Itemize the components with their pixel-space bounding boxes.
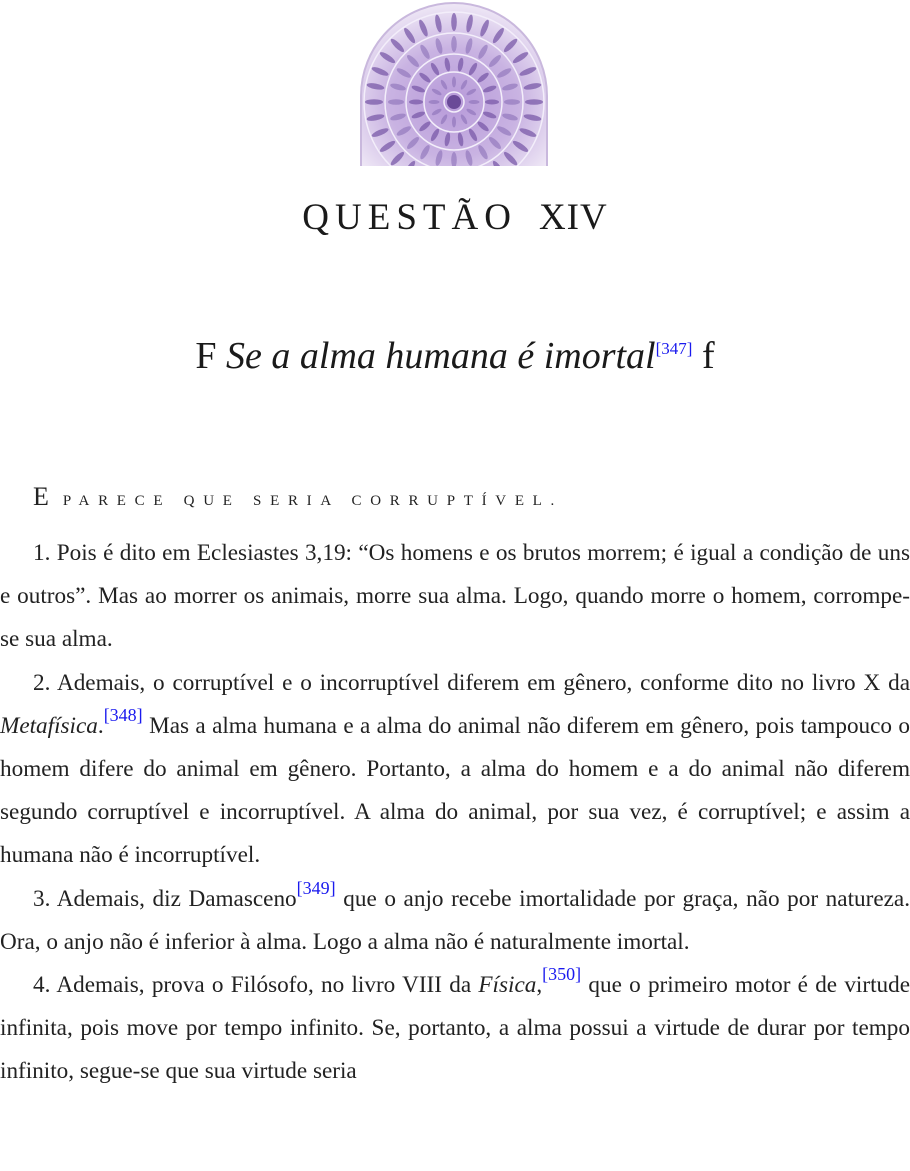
question-title-number: XIV: [538, 197, 608, 238]
rose-hub: [447, 95, 461, 109]
lead-small-caps: PARECE QUE SERIA CORRUPTÍVEL.: [62, 493, 563, 509]
paragraph-4-text-d: que o primeiro motor é de virtude infinita, pois move por tempo infinito. Se, portanto, a alma possui a virtude de durar por tempo infinito, segue-se que sua virtude seria: [0, 972, 910, 1085]
rose-petal: [365, 99, 383, 105]
paragraph-1: 1. Pois é dito em Eclesiastes 3,19: “Os homens e os brutos morrem; é igual a condição de uns e outros”. Mas ao morrer os animais, morre sua alma. Logo, quando morre o homem, corrompe-se sua alma.: [0, 540, 910, 653]
rose-petal: [451, 13, 457, 31]
rose-petal: [409, 100, 423, 105]
paragraph-3: [0, 878, 910, 964]
rose-petal: [452, 117, 456, 128]
question-title-word: QUESTÃO: [302, 197, 517, 238]
rose-petal: [504, 99, 520, 105]
rose-petal: [388, 99, 404, 105]
footnote-link-348[interactable]: [348]: [103, 704, 143, 725]
question-subtitle: [0, 334, 910, 378]
rose-petal: [485, 100, 499, 105]
footnote-link-347[interactable]: [347]: [655, 339, 693, 358]
rose-petal: [525, 99, 543, 105]
question-title: [0, 196, 910, 239]
paragraph-2-text-c: .: [97, 712, 104, 739]
paragraph-3-text-a: 3. Ademais, diz Damasceno: [33, 885, 297, 912]
ornament-left: F: [195, 335, 217, 377]
body-text: [0, 532, 910, 1094]
book-title-metafisica: Metafísica: [0, 712, 98, 739]
paragraph-3-text-b: que o anjo recebe imortalidade por graça, não por natureza. Ora, o anjo não é inferior à alma. Logo a alma não é naturalmente imortal.: [0, 885, 910, 955]
rose-petal: [452, 77, 456, 88]
footnote-link-350[interactable]: [350]: [542, 964, 582, 985]
book-title-fisica: Física: [478, 972, 537, 999]
paragraph-4: [0, 964, 910, 1094]
paragraph-2-text-a: 2. Ademais, o corruptível e o incorruptível diferem em gênero, conforme dito no livro X da: [33, 669, 910, 696]
rose-petal: [469, 100, 480, 104]
ornament-right: f: [701, 335, 715, 377]
paragraph-2-text-d: Mas a alma humana e a alma do animal não diferem em gênero, pois tampouco o homem difere do animal em gênero. Portanto, a alma do homem e a do animal não diferem segundo corruptível e incorruptível. A alma do animal, por sua vez, é corruptível; e assim a humana não é incorruptível.: [0, 712, 910, 869]
subtitle-text: Se a alma humana é imortal: [226, 335, 656, 377]
lead-line: [33, 482, 563, 512]
rose-petal: [429, 100, 440, 104]
rose-petal: [451, 36, 457, 52]
paragraph-4-text-c: ,: [536, 972, 543, 999]
paragraph-4-text-a: 4. Ademais, prova o Filósofo, no livro VIII da: [33, 972, 479, 999]
lead-initial: E: [33, 482, 49, 511]
footnote-link-349[interactable]: [349]: [296, 877, 336, 898]
paragraph-2: [0, 662, 910, 878]
rose-window-icon: [355, 0, 553, 166]
